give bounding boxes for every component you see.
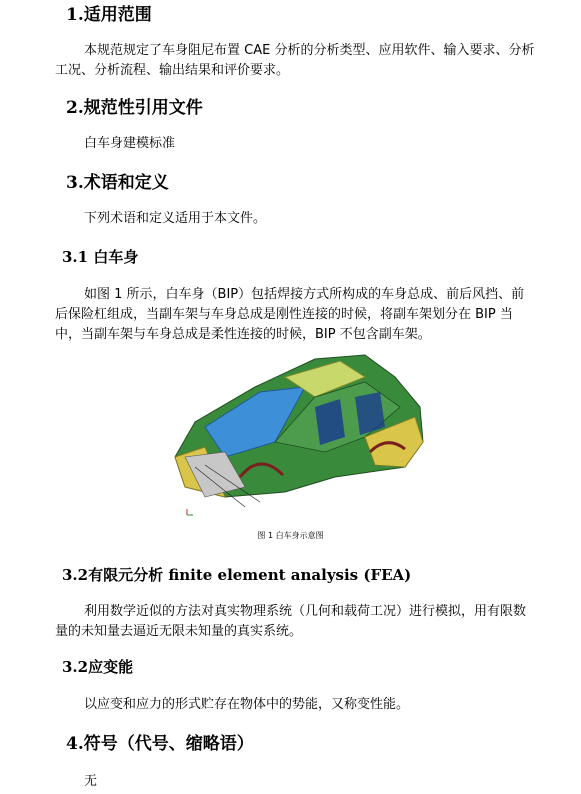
para-normative-references	[55, 134, 535, 154]
para-symbols	[55, 772, 535, 792]
car-body-illustration	[175, 355, 423, 515]
heading-terms: 3.术语和定义	[66, 173, 169, 193]
para-symbols-text: 无	[84, 774, 98, 789]
para-fea	[55, 602, 535, 642]
heading-strain-energy: 3.2应变能	[62, 658, 134, 676]
para-terms	[55, 209, 535, 229]
para-normative-references-text: 白车身建模标准	[84, 136, 176, 151]
para-bip	[55, 285, 535, 345]
heading-bip: 3.1 白车身	[62, 248, 139, 266]
para-applicability-text: 本规范规定了车身阻尼布置 CAE 分析的分析类型、应用软件、输入要求、分析工况、分析流程、输出结果和评价要求。	[55, 43, 535, 78]
para-strain-energy-text: 以应变和应力的形式贮存在物体中的势能，又称变性能。	[84, 697, 410, 712]
para-applicability	[55, 41, 535, 81]
para-fea-text: 利用数学近似的方法对真实物理系统（几何和载荷工况）进行模拟，用有限数量的未知量去逼近无限未知量的真实系统。	[55, 604, 527, 639]
body-in-white-figure	[165, 347, 430, 527]
para-bip-text: 如图 1 所示，白车身（BIP）包括焊接方式所构成的车身总成、前后风挡、前后保险杠组成，当副车架与车身总成是刚性连接的时候，将副车架划分在 BIP 当中，当副车架与车身总成是柔性连接的时候，BIP 不包含副车架。	[55, 287, 525, 342]
heading-fea: 3.2有限元分析 finite element analysis (FEA)	[62, 566, 412, 584]
heading-symbols: 4.符号（代号、缩略语）	[66, 734, 254, 754]
figure-caption: 图 1 白车身示意图	[257, 531, 324, 540]
heading-normative-references: 2.规范性引用文件	[66, 98, 203, 118]
heading-applicability: 1.适用范围	[66, 5, 152, 25]
para-terms-text: 下列术语和定义适用于本文件。	[84, 211, 267, 226]
para-strain-energy	[55, 695, 535, 715]
